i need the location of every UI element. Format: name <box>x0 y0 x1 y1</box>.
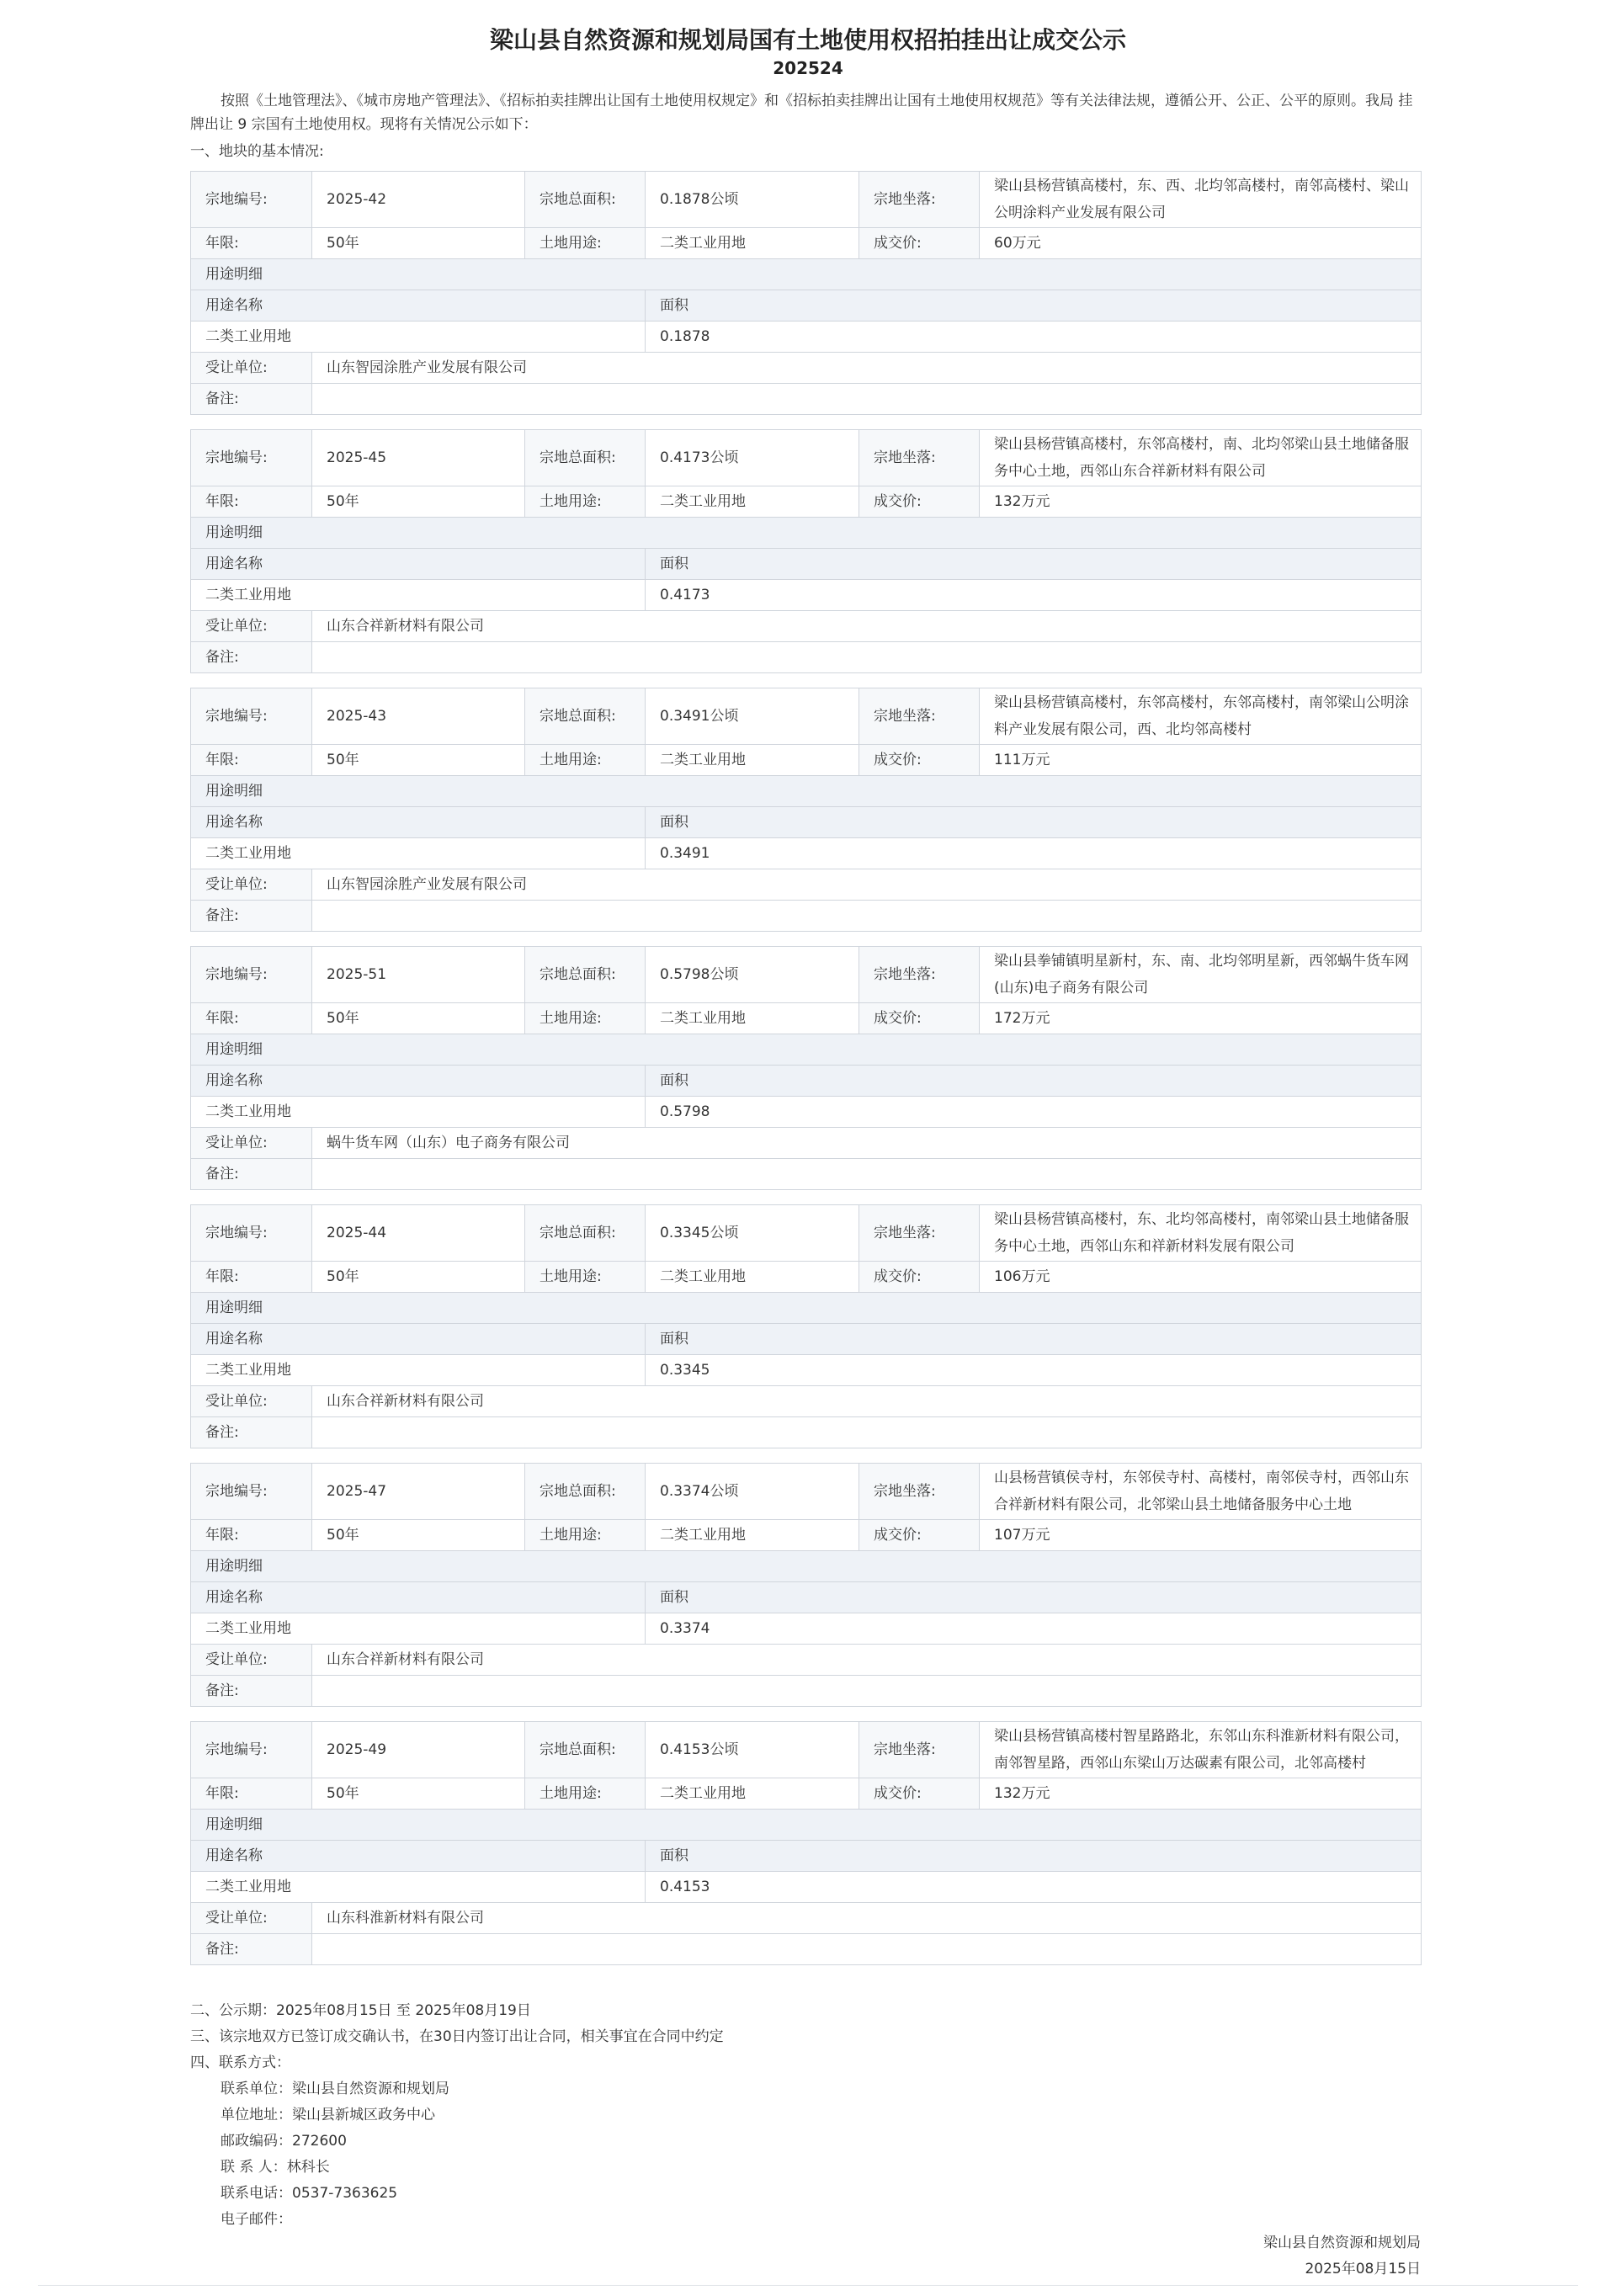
parcel-row-terms <box>191 1778 1422 1810</box>
contract-note: 三、该宗地双方已签订成交确认书，在30日内签订出让合同，相关事宜在合同中约定 <box>190 2028 724 2045</box>
parcel-table <box>190 1721 1422 1965</box>
remarks-row <box>191 1159 1422 1190</box>
use-label: 土地用途: <box>525 1262 646 1293</box>
transferee-row <box>191 1386 1422 1417</box>
use-detail-heading: 用途明细 <box>191 259 1422 290</box>
use-area-header: 面积 <box>646 1324 1422 1355</box>
parcel-table <box>190 171 1422 415</box>
term-value: 50年 <box>312 228 525 259</box>
use-value: 二类工业用地 <box>646 1778 859 1810</box>
document-number: 202524 <box>773 58 843 78</box>
use-detail-header-row <box>191 259 1422 290</box>
term-value: 50年 <box>312 745 525 776</box>
area-label: 宗地总面积: <box>525 1464 646 1520</box>
price-value: 132万元 <box>980 1778 1422 1810</box>
use-area-value: 0.3491 <box>646 838 1422 869</box>
use-detail-header-row <box>191 1551 1422 1582</box>
term-value: 50年 <box>312 486 525 518</box>
contact-phone: 联系电话：0537-7363625 <box>221 2185 398 2202</box>
location-value: 梁山县杨营镇高楼村，东邻高楼村，东邻高楼村，南邻梁山公明涂料产业发展有限公司，西、北均邻高楼村 <box>980 688 1422 745</box>
contact-person: 联 系 人：林科长 <box>221 2159 330 2176</box>
parcel-table <box>190 1204 1422 1448</box>
term-value: 50年 <box>312 1778 525 1810</box>
use-area-header: 面积 <box>646 290 1422 322</box>
parcel-no-label: 宗地编号: <box>191 1722 312 1778</box>
transferee-row <box>191 611 1422 642</box>
contact-unit: 联系单位：梁山县自然资源和规划局 <box>221 2081 449 2097</box>
use-name-value: 二类工业用地 <box>191 580 646 611</box>
parcel-no-value: 2025-49 <box>312 1722 525 1778</box>
parcel-table <box>190 429 1422 673</box>
parcel-row-terms <box>191 486 1422 518</box>
transferee-label: 受让单位: <box>191 1645 312 1676</box>
use-name-header: 用途名称 <box>191 549 646 580</box>
use-area-value: 0.4153 <box>646 1872 1422 1903</box>
transferee-row <box>191 353 1422 384</box>
parcel-no-value: 2025-47 <box>312 1464 525 1520</box>
location-value: 山县杨营镇侯寺村，东邻侯寺村、高楼村，南邻侯寺村，西邻山东合祥新材料有限公司，北邻梁山县土地储备服务中心土地 <box>980 1464 1422 1520</box>
remarks-row <box>191 384 1422 415</box>
parcel-no-value: 2025-51 <box>312 947 525 1003</box>
remarks-label: 备注: <box>191 642 312 673</box>
use-detail-header-row <box>191 1810 1422 1841</box>
price-value: 60万元 <box>980 228 1422 259</box>
price-label: 成交价: <box>859 228 980 259</box>
use-detail-row <box>191 838 1422 869</box>
location-label: 宗地坐落: <box>859 688 980 745</box>
use-detail-heading: 用途明细 <box>191 1034 1422 1066</box>
announcement-footer <box>190 1998 1421 2233</box>
remarks-value <box>312 901 1422 932</box>
transferee-label: 受让单位: <box>191 1903 312 1934</box>
term-label: 年限: <box>191 1262 312 1293</box>
location-value: 梁山县杨营镇高楼村，东邻高楼村，南、北均邻梁山县土地储备服务中心土地，西邻山东合祥新材料有限公司 <box>980 430 1422 486</box>
use-value: 二类工业用地 <box>646 486 859 518</box>
use-area-value: 0.1878 <box>646 322 1422 353</box>
parcel-no-label: 宗地编号: <box>191 172 312 228</box>
area-value: 0.1878公顷 <box>646 172 859 228</box>
parcel-row-terms <box>191 745 1422 776</box>
transferee-value: 山东智园涂胜产业发展有限公司 <box>312 869 1422 901</box>
area-value: 0.5798公顷 <box>646 947 859 1003</box>
area-label: 宗地总面积: <box>525 1722 646 1778</box>
remarks-value <box>312 642 1422 673</box>
use-area-value: 0.3374 <box>646 1613 1422 1645</box>
parcel-no-label: 宗地编号: <box>191 688 312 745</box>
parcel-no-value: 2025-44 <box>312 1205 525 1262</box>
term-label: 年限: <box>191 486 312 518</box>
use-detail-header-row <box>191 1293 1422 1324</box>
signature-block <box>1263 2230 1421 2283</box>
transferee-label: 受让单位: <box>191 1386 312 1417</box>
section-parcel-info-heading: 一、地块的基本情况: <box>190 143 324 160</box>
price-value: 111万元 <box>980 745 1422 776</box>
parcel-row-main <box>191 430 1422 486</box>
use-detail-row <box>191 1097 1422 1128</box>
transferee-row <box>191 1903 1422 1934</box>
parcel-list <box>190 171 1421 1980</box>
use-name-value: 二类工业用地 <box>191 1097 646 1128</box>
location-value: 梁山县拳铺镇明星新村，东、南、北均邻明星新，西邻蜗牛货车网(山东)电子商务有限公司 <box>980 947 1422 1003</box>
use-area-value: 0.5798 <box>646 1097 1422 1128</box>
contact-postcode: 邮政编码：272600 <box>221 2133 347 2150</box>
parcel-row-main <box>191 688 1422 745</box>
location-label: 宗地坐落: <box>859 947 980 1003</box>
term-label: 年限: <box>191 1520 312 1551</box>
price-value: 107万元 <box>980 1520 1422 1551</box>
remarks-value <box>312 384 1422 415</box>
location-value: 梁山县杨营镇高楼村智星路路北，东邻山东科淮新材料有限公司，南邻智星路，西邻山东梁山万达碳素有限公司，北邻高楼村 <box>980 1722 1422 1778</box>
use-detail-header-row <box>191 776 1422 807</box>
use-area-value: 0.3345 <box>646 1355 1422 1386</box>
remarks-value <box>312 1934 1422 1965</box>
use-name-header: 用途名称 <box>191 807 646 838</box>
use-value: 二类工业用地 <box>646 228 859 259</box>
use-detail-header-row <box>191 518 1422 549</box>
use-detail-columns-row <box>191 1066 1422 1097</box>
use-label: 土地用途: <box>525 1003 646 1034</box>
term-label: 年限: <box>191 1003 312 1034</box>
area-label: 宗地总面积: <box>525 1205 646 1262</box>
remarks-row <box>191 1934 1422 1965</box>
parcel-row-main <box>191 1464 1422 1520</box>
remarks-label: 备注: <box>191 1676 312 1707</box>
area-value: 0.4173公顷 <box>646 430 859 486</box>
page-title: 梁山县自然资源和规划局国有土地使用权招拍挂出让成交公示 <box>489 26 1126 54</box>
contact-heading: 四、联系方式： <box>190 2054 290 2071</box>
use-name-value: 二类工业用地 <box>191 1613 646 1645</box>
remarks-label: 备注: <box>191 901 312 932</box>
contact-email: 电子邮件： <box>221 2211 292 2228</box>
use-name-header: 用途名称 <box>191 290 646 322</box>
use-value: 二类工业用地 <box>646 745 859 776</box>
area-label: 宗地总面积: <box>525 688 646 745</box>
use-area-header: 面积 <box>646 1841 1422 1872</box>
parcel-table <box>190 946 1422 1190</box>
area-value: 0.4153公顷 <box>646 1722 859 1778</box>
use-name-value: 二类工业用地 <box>191 1355 646 1386</box>
signature-date: 2025年08月15日 <box>1305 2261 1421 2277</box>
parcel-no-label: 宗地编号: <box>191 430 312 486</box>
area-label: 宗地总面积: <box>525 430 646 486</box>
use-value: 二类工业用地 <box>646 1520 859 1551</box>
parcel-no-value: 2025-42 <box>312 172 525 228</box>
location-label: 宗地坐落: <box>859 1464 980 1520</box>
parcel-no-value: 2025-43 <box>312 688 525 745</box>
price-value: 106万元 <box>980 1262 1422 1293</box>
parcel-row-terms <box>191 1262 1422 1293</box>
price-label: 成交价: <box>859 1262 980 1293</box>
publicity-period: 二、公示期：2025年08月15日 至 2025年08月19日 <box>190 2002 531 2019</box>
use-area-header: 面积 <box>646 549 1422 580</box>
term-value: 50年 <box>312 1262 525 1293</box>
location-label: 宗地坐落: <box>859 1722 980 1778</box>
remarks-label: 备注: <box>191 1159 312 1190</box>
use-label: 土地用途: <box>525 745 646 776</box>
use-detail-row <box>191 322 1422 353</box>
use-detail-columns-row <box>191 1324 1422 1355</box>
transferee-value: 山东合祥新材料有限公司 <box>312 1645 1422 1676</box>
remarks-row <box>191 642 1422 673</box>
parcel-row-terms <box>191 1003 1422 1034</box>
area-value: 0.3491公顷 <box>646 688 859 745</box>
parcel-table <box>190 688 1422 932</box>
transferee-value: 山东合祥新材料有限公司 <box>312 1386 1422 1417</box>
remarks-value <box>312 1159 1422 1190</box>
remarks-row <box>191 901 1422 932</box>
transferee-label: 受让单位: <box>191 869 312 901</box>
use-value: 二类工业用地 <box>646 1003 859 1034</box>
area-value: 0.3345公顷 <box>646 1205 859 1262</box>
use-detail-row <box>191 580 1422 611</box>
use-detail-columns-row <box>191 1582 1422 1613</box>
parcel-row-terms <box>191 1520 1422 1551</box>
remarks-label: 备注: <box>191 384 312 415</box>
transferee-value: 蜗牛货车网（山东）电子商务有限公司 <box>312 1128 1422 1159</box>
use-name-value: 二类工业用地 <box>191 1872 646 1903</box>
remarks-label: 备注: <box>191 1417 312 1448</box>
area-label: 宗地总面积: <box>525 172 646 228</box>
term-label: 年限: <box>191 745 312 776</box>
use-label: 土地用途: <box>525 486 646 518</box>
bottom-divider <box>38 2285 1578 2286</box>
location-value: 梁山县杨营镇高楼村，东、北均邻高楼村，南邻梁山县土地储备服务中心土地，西邻山东和祥新材料发展有限公司 <box>980 1205 1422 1262</box>
contact-address: 单位地址：梁山县新城区政务中心 <box>221 2107 435 2123</box>
use-detail-row <box>191 1613 1422 1645</box>
use-label: 土地用途: <box>525 1520 646 1551</box>
use-area-value: 0.4173 <box>646 580 1422 611</box>
use-detail-row <box>191 1872 1422 1903</box>
use-name-header: 用途名称 <box>191 1324 646 1355</box>
signature-org: 梁山县自然资源和规划局 <box>1263 2235 1421 2251</box>
transferee-row <box>191 1645 1422 1676</box>
term-label: 年限: <box>191 228 312 259</box>
use-area-header: 面积 <box>646 1582 1422 1613</box>
use-detail-heading: 用途明细 <box>191 1551 1422 1582</box>
transferee-value: 山东合祥新材料有限公司 <box>312 611 1422 642</box>
remarks-row <box>191 1676 1422 1707</box>
use-name-header: 用途名称 <box>191 1841 646 1872</box>
remarks-value <box>312 1676 1422 1707</box>
remarks-label: 备注: <box>191 1934 312 1965</box>
use-value: 二类工业用地 <box>646 1262 859 1293</box>
use-label: 土地用途: <box>525 228 646 259</box>
price-label: 成交价: <box>859 745 980 776</box>
transferee-row <box>191 869 1422 901</box>
parcel-row-terms <box>191 228 1422 259</box>
parcel-no-label: 宗地编号: <box>191 1205 312 1262</box>
term-value: 50年 <box>312 1003 525 1034</box>
use-detail-header-row <box>191 1034 1422 1066</box>
price-value: 172万元 <box>980 1003 1422 1034</box>
transferee-row <box>191 1128 1422 1159</box>
price-label: 成交价: <box>859 1778 980 1810</box>
area-label: 宗地总面积: <box>525 947 646 1003</box>
term-value: 50年 <box>312 1520 525 1551</box>
use-detail-heading: 用途明细 <box>191 1810 1422 1841</box>
transferee-value: 山东科淮新材料有限公司 <box>312 1903 1422 1934</box>
price-label: 成交价: <box>859 1520 980 1551</box>
transferee-label: 受让单位: <box>191 353 312 384</box>
area-value: 0.3374公顷 <box>646 1464 859 1520</box>
location-label: 宗地坐落: <box>859 1205 980 1262</box>
parcel-row-main <box>191 1205 1422 1262</box>
use-area-header: 面积 <box>646 1066 1422 1097</box>
parcel-table <box>190 1463 1422 1707</box>
parcel-row-main <box>191 947 1422 1003</box>
use-detail-columns-row <box>191 549 1422 580</box>
price-value: 132万元 <box>980 486 1422 518</box>
use-label: 土地用途: <box>525 1778 646 1810</box>
use-detail-columns-row <box>191 807 1422 838</box>
parcel-no-label: 宗地编号: <box>191 1464 312 1520</box>
intro-paragraph: 按照《土地管理法》、《城市房地产管理法》、《招标拍卖挂牌出让国有土地使用权规定》和《招标拍卖挂牌出让国有土地使用权规范》等有关法律法规，遵循公开、公正、公平的原则。我局 挂牌出让 9 宗国有土地使用权。现将有关情况公示如下： <box>190 93 1413 133</box>
transferee-value: 山东智园涂胜产业发展有限公司 <box>312 353 1422 384</box>
use-name-header: 用途名称 <box>191 1066 646 1097</box>
location-label: 宗地坐落: <box>859 172 980 228</box>
parcel-no-label: 宗地编号: <box>191 947 312 1003</box>
use-detail-heading: 用途明细 <box>191 776 1422 807</box>
transferee-label: 受让单位: <box>191 611 312 642</box>
use-name-header: 用途名称 <box>191 1582 646 1613</box>
use-area-header: 面积 <box>646 807 1422 838</box>
remarks-value <box>312 1417 1422 1448</box>
use-detail-heading: 用途明细 <box>191 1293 1422 1324</box>
location-label: 宗地坐落: <box>859 430 980 486</box>
location-value: 梁山县杨营镇高楼村，东、西、北均邻高楼村，南邻高楼村、梁山公明涂料产业发展有限公司 <box>980 172 1422 228</box>
use-detail-columns-row <box>191 1841 1422 1872</box>
parcel-row-main <box>191 1722 1422 1778</box>
parcel-no-value: 2025-45 <box>312 430 525 486</box>
price-label: 成交价: <box>859 486 980 518</box>
term-label: 年限: <box>191 1778 312 1810</box>
use-detail-heading: 用途明细 <box>191 518 1422 549</box>
parcel-row-main <box>191 172 1422 228</box>
transferee-label: 受让单位: <box>191 1128 312 1159</box>
use-name-value: 二类工业用地 <box>191 838 646 869</box>
price-label: 成交价: <box>859 1003 980 1034</box>
use-detail-columns-row <box>191 290 1422 322</box>
remarks-row <box>191 1417 1422 1448</box>
use-name-value: 二类工业用地 <box>191 322 646 353</box>
use-detail-row <box>191 1355 1422 1386</box>
